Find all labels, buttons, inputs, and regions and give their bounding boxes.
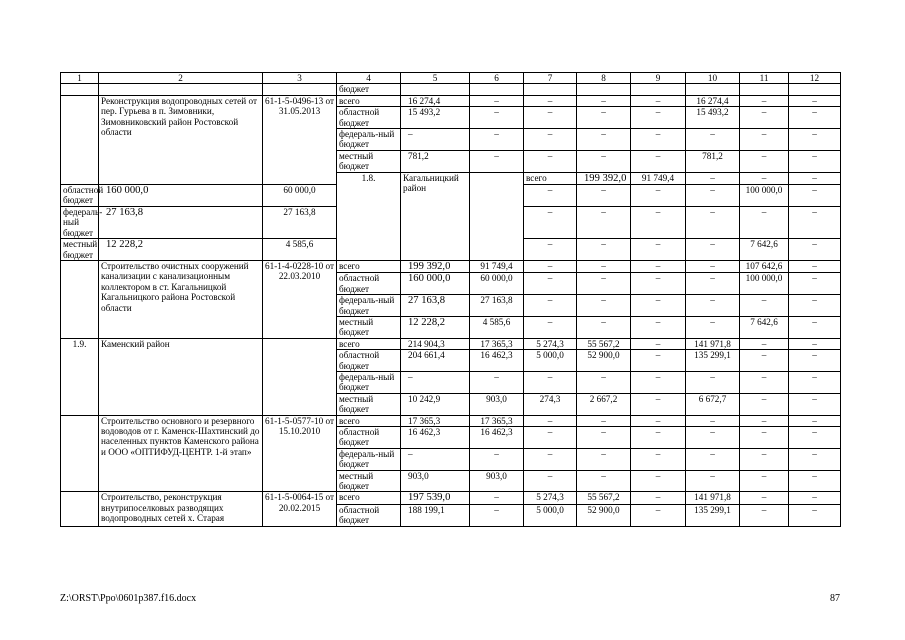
- amount-cell: [401, 492, 470, 504]
- object-name: Строительство основного и резервного водоводов от г. Каменск-Шахтинский до населенных пунктов Каменского района и ООО «ОПТИФУД-ЦЕНТР. 1-й этап»: [99, 415, 263, 492]
- column-number: 6: [470, 73, 524, 84]
- amount-cell: –: [524, 260, 577, 272]
- amount-cell: –: [577, 448, 631, 470]
- document-number: [263, 84, 337, 95]
- row-index: 1.8.: [337, 172, 401, 260]
- amount-cell: –: [789, 206, 841, 238]
- amount-cell: –: [631, 107, 686, 129]
- amount-cell: 91 749,4: [631, 172, 686, 184]
- amount-cell: –: [470, 95, 524, 106]
- amount-cell: –: [577, 260, 631, 272]
- object-name: [99, 84, 263, 95]
- funding-source: областной бюджет: [337, 273, 401, 295]
- amount-value: 12 228,2: [106, 239, 144, 251]
- amount-cell: –: [740, 129, 789, 151]
- funding-source: местный бюджет: [337, 316, 401, 338]
- amount-cell: 16 274,4: [401, 95, 470, 106]
- amount-cell: –: [789, 107, 841, 129]
- amount-cell: –: [524, 129, 577, 151]
- amount-cell: –: [631, 273, 686, 295]
- amount-cell: –: [740, 371, 789, 393]
- amount-cell: 60 000,0: [263, 185, 337, 207]
- funding-source: областной бюджет: [337, 350, 401, 372]
- row-index: [61, 492, 99, 526]
- funding-source: всего: [337, 415, 401, 426]
- funding-source: местный бюджет: [337, 470, 401, 492]
- amount-cell: 903,0: [470, 470, 524, 492]
- amount-cell: [99, 206, 263, 238]
- funding-source: всего: [337, 260, 401, 272]
- amount-cell: 6 672,7: [686, 393, 740, 415]
- funding-source: всего: [524, 172, 577, 184]
- amount-cell: 100 000,0: [740, 185, 789, 207]
- document-number: [263, 338, 337, 415]
- amount-cell: –: [740, 172, 789, 184]
- column-number: 2: [99, 73, 263, 84]
- amount-cell: 135 299,1: [686, 350, 740, 372]
- amount-cell: –: [740, 206, 789, 238]
- row-index: [61, 84, 99, 95]
- amount-cell: [401, 84, 470, 95]
- object-name: Реконструкция водопроводных сетей от пер. Гурьева в п. Зимовники, Зимовниковский район Ростовской области: [99, 95, 263, 184]
- amount-cell: –: [789, 129, 841, 151]
- amount-cell: –: [686, 295, 740, 317]
- amount-cell: –: [631, 371, 686, 393]
- column-number: 9: [631, 73, 686, 84]
- amount-cell: –: [789, 260, 841, 272]
- amount-cell: 7 642,6: [740, 239, 789, 261]
- amount-cell: 17 365,3: [470, 415, 524, 426]
- amount-cell: 27 163,8: [263, 206, 337, 238]
- funding-source: федераль-ный бюджет: [337, 371, 401, 393]
- amount-cell: –: [740, 415, 789, 426]
- amount-cell: –: [524, 206, 577, 238]
- amount-cell: 16 274,4: [686, 95, 740, 106]
- document-number: [470, 172, 524, 260]
- column-number: 3: [263, 73, 337, 84]
- document-number: 61-1-5-0577-10 от 15.10.2010: [263, 415, 337, 492]
- file-path: Z:\ORST\Ppo\0601p387.f16.docx: [60, 593, 197, 604]
- document-number: 61-1-5-0064-15 от 20.02.2015: [263, 492, 337, 526]
- funding-source: областной бюджет: [337, 504, 401, 526]
- column-number: 5: [401, 73, 470, 84]
- amount-cell: –: [631, 185, 686, 207]
- amount-cell: [577, 84, 631, 95]
- object-name: Кагальницкий район: [401, 172, 470, 260]
- amount-cell: –: [524, 295, 577, 317]
- amount-cell: 4 585,6: [470, 316, 524, 338]
- amount-cell: –: [631, 492, 686, 504]
- amount-cell: 141 971,8: [686, 492, 740, 504]
- amount-cell: –: [740, 393, 789, 415]
- amount-value: 12 228,2: [408, 316, 446, 328]
- amount-cell: [401, 273, 470, 295]
- amount-cell: 27 163,8: [470, 295, 524, 317]
- column-number: 8: [577, 73, 631, 84]
- funding-source: федераль-ный бюджет: [337, 129, 401, 151]
- amount-cell: –: [740, 338, 789, 349]
- amount-cell: [740, 84, 789, 95]
- funding-source: федераль-ный бюджет: [61, 206, 99, 238]
- amount-cell: 135 299,1: [686, 504, 740, 526]
- budget-table: [60, 72, 841, 527]
- amount-cell: –: [686, 448, 740, 470]
- amount-cell: –: [577, 95, 631, 106]
- amount-cell: [470, 84, 524, 95]
- amount-cell: –: [524, 185, 577, 207]
- row-index: [61, 415, 99, 492]
- amount-cell: –: [631, 95, 686, 106]
- amount-cell: –: [631, 129, 686, 151]
- funding-source: всего: [337, 492, 401, 504]
- amount-cell: 781,2: [401, 150, 470, 172]
- amount-cell: –: [631, 239, 686, 261]
- document-page: [60, 72, 840, 527]
- amount-cell: –: [686, 239, 740, 261]
- amount-cell: 100 000,0: [740, 273, 789, 295]
- amount-cell: 781,2: [686, 150, 740, 172]
- amount-cell: 2 667,2: [577, 393, 631, 415]
- amount-cell: 274,3: [524, 393, 577, 415]
- funding-source: областной бюджет: [61, 185, 99, 207]
- amount-cell: 60 000,0: [470, 273, 524, 295]
- amount-cell: [99, 239, 263, 261]
- amount-cell: –: [631, 504, 686, 526]
- amount-cell: –: [524, 448, 577, 470]
- amount-cell: –: [740, 295, 789, 317]
- column-number: 11: [740, 73, 789, 84]
- amount-cell: –: [686, 206, 740, 238]
- amount-cell: [524, 84, 577, 95]
- page-number: 87: [830, 593, 840, 604]
- amount-cell: –: [789, 350, 841, 372]
- amount-cell: –: [577, 371, 631, 393]
- amount-cell: –: [631, 295, 686, 317]
- amount-cell: –: [401, 371, 470, 393]
- amount-cell: –: [789, 273, 841, 295]
- amount-cell: 5 274,3: [524, 492, 577, 504]
- funding-source: местный бюджет: [337, 393, 401, 415]
- amount-value: 199 392,0: [584, 172, 627, 184]
- amount-cell: –: [631, 415, 686, 426]
- amount-value: 27 163,8: [106, 206, 144, 218]
- amount-cell: –: [631, 427, 686, 449]
- amount-cell: 55 567,2: [577, 492, 631, 504]
- amount-value: 160 000,0: [106, 185, 149, 197]
- row-index: [61, 260, 99, 338]
- amount-cell: –: [686, 415, 740, 426]
- amount-cell: 15 493,2: [401, 107, 470, 129]
- funding-source: местный бюджет: [337, 150, 401, 172]
- amount-cell: –: [686, 273, 740, 295]
- amount-cell: –: [401, 448, 470, 470]
- amount-cell: 16 462,3: [401, 427, 470, 449]
- column-number: 4: [337, 73, 401, 84]
- amount-cell: –: [789, 448, 841, 470]
- amount-cell: –: [631, 448, 686, 470]
- amount-cell: –: [789, 415, 841, 426]
- table-row: [61, 95, 841, 106]
- amount-cell: –: [740, 470, 789, 492]
- amount-cell: –: [577, 415, 631, 426]
- amount-cell: 16 462,3: [470, 350, 524, 372]
- amount-cell: –: [577, 239, 631, 261]
- funding-source: всего: [337, 338, 401, 349]
- amount-cell: –: [789, 470, 841, 492]
- funding-source: федераль-ный бюджет: [337, 448, 401, 470]
- amount-cell: –: [577, 185, 631, 207]
- column-number: 7: [524, 73, 577, 84]
- amount-cell: –: [740, 95, 789, 106]
- amount-cell: –: [789, 492, 841, 504]
- amount-cell: 17 365,3: [470, 338, 524, 349]
- amount-cell: –: [789, 295, 841, 317]
- amount-cell: [401, 316, 470, 338]
- amount-cell: –: [631, 393, 686, 415]
- funding-source: областной бюджет: [337, 107, 401, 129]
- amount-cell: –: [524, 107, 577, 129]
- amount-cell: –: [789, 150, 841, 172]
- amount-cell: –: [577, 316, 631, 338]
- amount-cell: –: [524, 415, 577, 426]
- amount-cell: –: [577, 150, 631, 172]
- amount-cell: –: [740, 504, 789, 526]
- amount-cell: 52 900,0: [577, 504, 631, 526]
- amount-cell: 5 000,0: [524, 504, 577, 526]
- amount-cell: –: [470, 129, 524, 151]
- amount-cell: 5 274,3: [524, 338, 577, 349]
- amount-cell: –: [686, 371, 740, 393]
- object-name: Строительство, реконструкция внутрипоселковых разводящих водопроводных сетей х. Старая: [99, 492, 263, 526]
- funding-source: федераль-ный бюджет: [337, 295, 401, 317]
- amount-cell: 55 567,2: [577, 338, 631, 349]
- amount-cell: –: [401, 129, 470, 151]
- amount-cell: 7 642,6: [740, 316, 789, 338]
- amount-value: 27 163,8: [408, 295, 446, 307]
- amount-cell: –: [686, 316, 740, 338]
- amount-cell: –: [470, 504, 524, 526]
- amount-cell: 903,0: [401, 470, 470, 492]
- amount-cell: 91 749,4: [470, 260, 524, 272]
- table-row: [61, 338, 841, 349]
- amount-cell: –: [789, 316, 841, 338]
- column-number: 10: [686, 73, 740, 84]
- amount-cell: –: [524, 316, 577, 338]
- amount-cell: 52 900,0: [577, 350, 631, 372]
- row-index: 1.9.: [61, 338, 99, 415]
- amount-cell: 16 462,3: [470, 427, 524, 449]
- amount-cell: 903,0: [470, 393, 524, 415]
- amount-cell: 15 493,2: [686, 107, 740, 129]
- row-index: [61, 95, 99, 184]
- amount-cell: –: [577, 273, 631, 295]
- amount-cell: –: [631, 316, 686, 338]
- document-number: 61-1-5-0496-13 от 31.05.2013: [263, 95, 337, 184]
- document-number: 61-1-4-0228-10 от 22.03.2010: [263, 260, 337, 338]
- amount-cell: –: [577, 427, 631, 449]
- amount-cell: –: [577, 295, 631, 317]
- object-name: Строительство очистных сооружений канализации с канализационным коллектором в ст. Кагальницкой Кагальницкого района Ростовской области: [99, 260, 263, 338]
- amount-cell: –: [577, 107, 631, 129]
- amount-cell: –: [524, 150, 577, 172]
- amount-value: 160 000,0: [408, 273, 451, 285]
- amount-cell: –: [740, 492, 789, 504]
- amount-cell: –: [524, 239, 577, 261]
- amount-cell: –: [470, 371, 524, 393]
- amount-cell: –: [740, 427, 789, 449]
- amount-cell: –: [686, 427, 740, 449]
- column-number: 12: [789, 73, 841, 84]
- amount-cell: –: [686, 260, 740, 272]
- amount-cell: [401, 295, 470, 317]
- funding-source: всего: [337, 95, 401, 106]
- amount-cell: –: [631, 350, 686, 372]
- amount-value: 199 392,0: [408, 260, 451, 272]
- amount-cell: –: [789, 504, 841, 526]
- amount-cell: –: [789, 427, 841, 449]
- amount-cell: 107 642,6: [740, 260, 789, 272]
- amount-cell: –: [631, 260, 686, 272]
- amount-cell: –: [740, 107, 789, 129]
- amount-cell: –: [470, 448, 524, 470]
- amount-cell: –: [577, 206, 631, 238]
- amount-cell: –: [470, 492, 524, 504]
- amount-cell: –: [740, 150, 789, 172]
- funding-source: областной бюджет: [337, 427, 401, 449]
- amount-cell: 204 661,4: [401, 350, 470, 372]
- amount-cell: –: [686, 470, 740, 492]
- amount-cell: [401, 260, 470, 272]
- table-row: [61, 415, 841, 426]
- amount-cell: –: [686, 172, 740, 184]
- amount-cell: –: [789, 95, 841, 106]
- amount-cell: –: [631, 150, 686, 172]
- amount-cell: –: [631, 338, 686, 349]
- amount-cell: 188 199,1: [401, 504, 470, 526]
- amount-cell: –: [686, 129, 740, 151]
- amount-cell: 214 904,3: [401, 338, 470, 349]
- table-row: [61, 492, 841, 504]
- amount-cell: –: [631, 470, 686, 492]
- funding-source: бюджет: [337, 84, 401, 95]
- table-row: [61, 260, 841, 272]
- amount-cell: –: [524, 273, 577, 295]
- amount-cell: –: [524, 95, 577, 106]
- header-row: [61, 73, 841, 84]
- amount-cell: –: [789, 185, 841, 207]
- table-row: [61, 84, 841, 95]
- amount-cell: –: [524, 371, 577, 393]
- amount-cell: [577, 172, 631, 184]
- amount-cell: –: [789, 393, 841, 415]
- amount-cell: –: [740, 448, 789, 470]
- amount-cell: [789, 84, 841, 95]
- amount-cell: 17 365,3: [401, 415, 470, 426]
- amount-cell: –: [577, 129, 631, 151]
- amount-cell: –: [631, 206, 686, 238]
- funding-source: местный бюджет: [61, 239, 99, 261]
- amount-cell: –: [789, 338, 841, 349]
- amount-value: 197 539,0: [408, 492, 451, 504]
- amount-cell: [686, 84, 740, 95]
- object-name: Каменский район: [99, 338, 263, 415]
- amount-cell: –: [470, 107, 524, 129]
- amount-cell: –: [789, 371, 841, 393]
- amount-cell: –: [577, 470, 631, 492]
- amount-cell: –: [789, 172, 841, 184]
- amount-cell: [99, 185, 263, 207]
- amount-cell: 10 242,9: [401, 393, 470, 415]
- column-number: 1: [61, 73, 99, 84]
- amount-cell: –: [524, 427, 577, 449]
- amount-cell: –: [686, 185, 740, 207]
- amount-cell: –: [789, 239, 841, 261]
- amount-cell: 141 971,8: [686, 338, 740, 349]
- amount-cell: 4 585,6: [263, 239, 337, 261]
- amount-cell: –: [740, 350, 789, 372]
- amount-cell: [631, 84, 686, 95]
- amount-cell: 5 000,0: [524, 350, 577, 372]
- amount-cell: –: [470, 150, 524, 172]
- amount-cell: –: [524, 470, 577, 492]
